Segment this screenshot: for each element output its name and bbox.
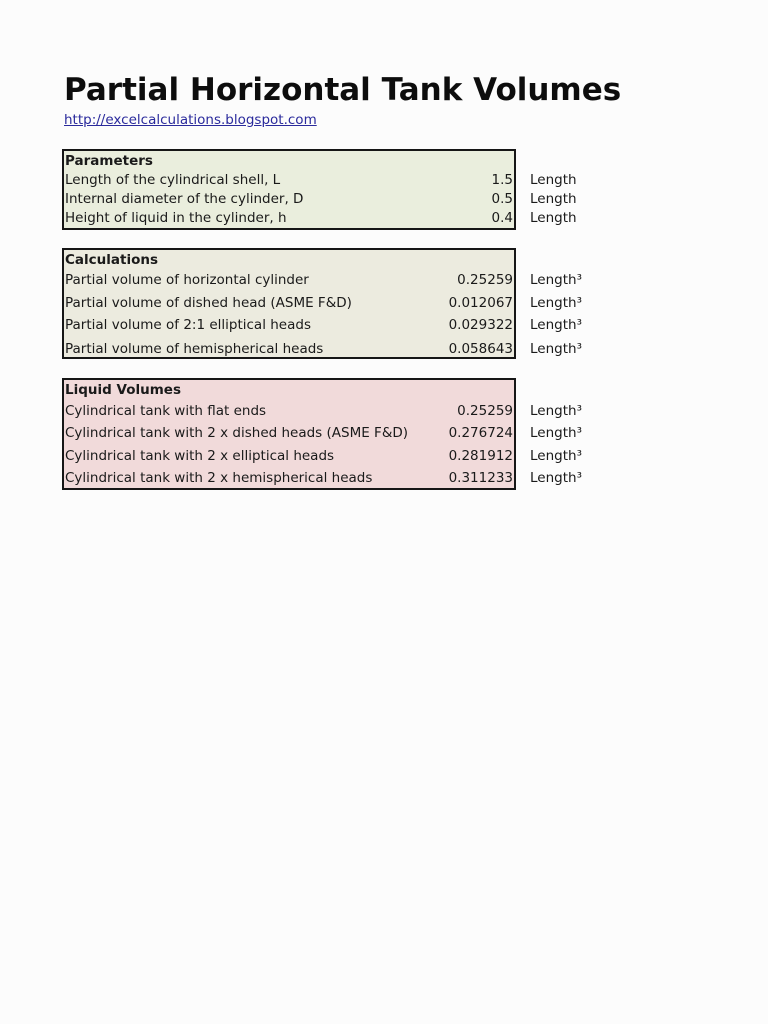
calculation-label: Partial volume of dished head (ASME F&D) xyxy=(65,295,352,311)
calculation-unit: Length³ xyxy=(530,295,582,311)
liquid-volume-label: Cylindrical tank with 2 x hemispherical heads xyxy=(65,470,373,486)
parameter-row-diameter xyxy=(64,189,514,209)
calculation-unit: Length³ xyxy=(530,272,582,288)
liquid-volume-row-hemispherical-heads xyxy=(64,468,514,488)
calculation-label: Partial volume of horizontal cylinder xyxy=(65,272,309,288)
calculations-table xyxy=(62,248,516,359)
liquid-volume-label: Cylindrical tank with 2 x dished heads (ASME F&D) xyxy=(65,425,409,441)
parameter-row-height xyxy=(64,208,514,228)
liquid-volume-row-flat-ends xyxy=(64,401,514,421)
blog-link[interactable]: http://excelcalculations.blogspot.com xyxy=(64,112,317,128)
calculation-row-hemispherical-heads xyxy=(64,339,514,359)
parameter-unit: Length xyxy=(530,191,577,207)
liquid-volume-unit: Length³ xyxy=(530,470,582,486)
liquid-volume-row-elliptical-heads xyxy=(64,446,514,466)
liquid-volume-unit: Length³ xyxy=(530,403,582,419)
calculation-unit: Length³ xyxy=(530,317,582,333)
liquid-volume-unit: Length³ xyxy=(530,425,582,441)
parameters-heading: Parameters xyxy=(65,153,153,169)
liquid-volume-value: 0.276724 xyxy=(448,425,513,441)
calculation-label: Partial volume of 2:1 elliptical heads xyxy=(65,317,311,333)
liquid-volume-value: 0.25259 xyxy=(457,403,513,419)
liquid-volume-unit: Length³ xyxy=(530,448,582,464)
calculation-value: 0.058643 xyxy=(448,341,513,357)
liquid-volumes-table xyxy=(62,378,516,490)
page-title: Partial Horizontal Tank Volumes xyxy=(64,72,622,108)
calculation-row-cylinder xyxy=(64,270,514,290)
parameter-unit: Length xyxy=(530,210,577,226)
parameter-label: Internal diameter of the cylinder, D xyxy=(65,191,304,207)
liquid-volume-row-dished-heads xyxy=(64,423,514,443)
liquid-volume-value: 0.281912 xyxy=(448,448,513,464)
parameter-value[interactable]: 0.4 xyxy=(491,210,513,226)
calculation-row-dished-head xyxy=(64,293,514,313)
parameter-unit: Length xyxy=(530,172,577,188)
liquid-volume-value: 0.311233 xyxy=(448,470,513,486)
calculation-label: Partial volume of hemispherical heads xyxy=(65,341,324,357)
calculation-value: 0.029322 xyxy=(448,317,513,333)
parameter-value[interactable]: 1.5 xyxy=(491,172,513,188)
parameter-row-length xyxy=(64,170,514,190)
calculation-value: 0.012067 xyxy=(448,295,513,311)
parameter-value[interactable]: 0.5 xyxy=(491,191,513,207)
parameter-label: Height of liquid in the cylinder, h xyxy=(65,210,287,226)
liquid-volume-label: Cylindrical tank with flat ends xyxy=(65,403,267,419)
liquid-volumes-heading: Liquid Volumes xyxy=(65,382,181,398)
calculation-unit: Length³ xyxy=(530,341,582,357)
liquid-volume-label: Cylindrical tank with 2 x elliptical heads xyxy=(65,448,335,464)
calculation-value: 0.25259 xyxy=(457,272,513,288)
parameter-label: Length of the cylindrical shell, L xyxy=(65,172,281,188)
calculations-heading: Calculations xyxy=(65,252,158,268)
parameters-table xyxy=(62,149,516,230)
calculation-row-elliptical-heads xyxy=(64,315,514,335)
